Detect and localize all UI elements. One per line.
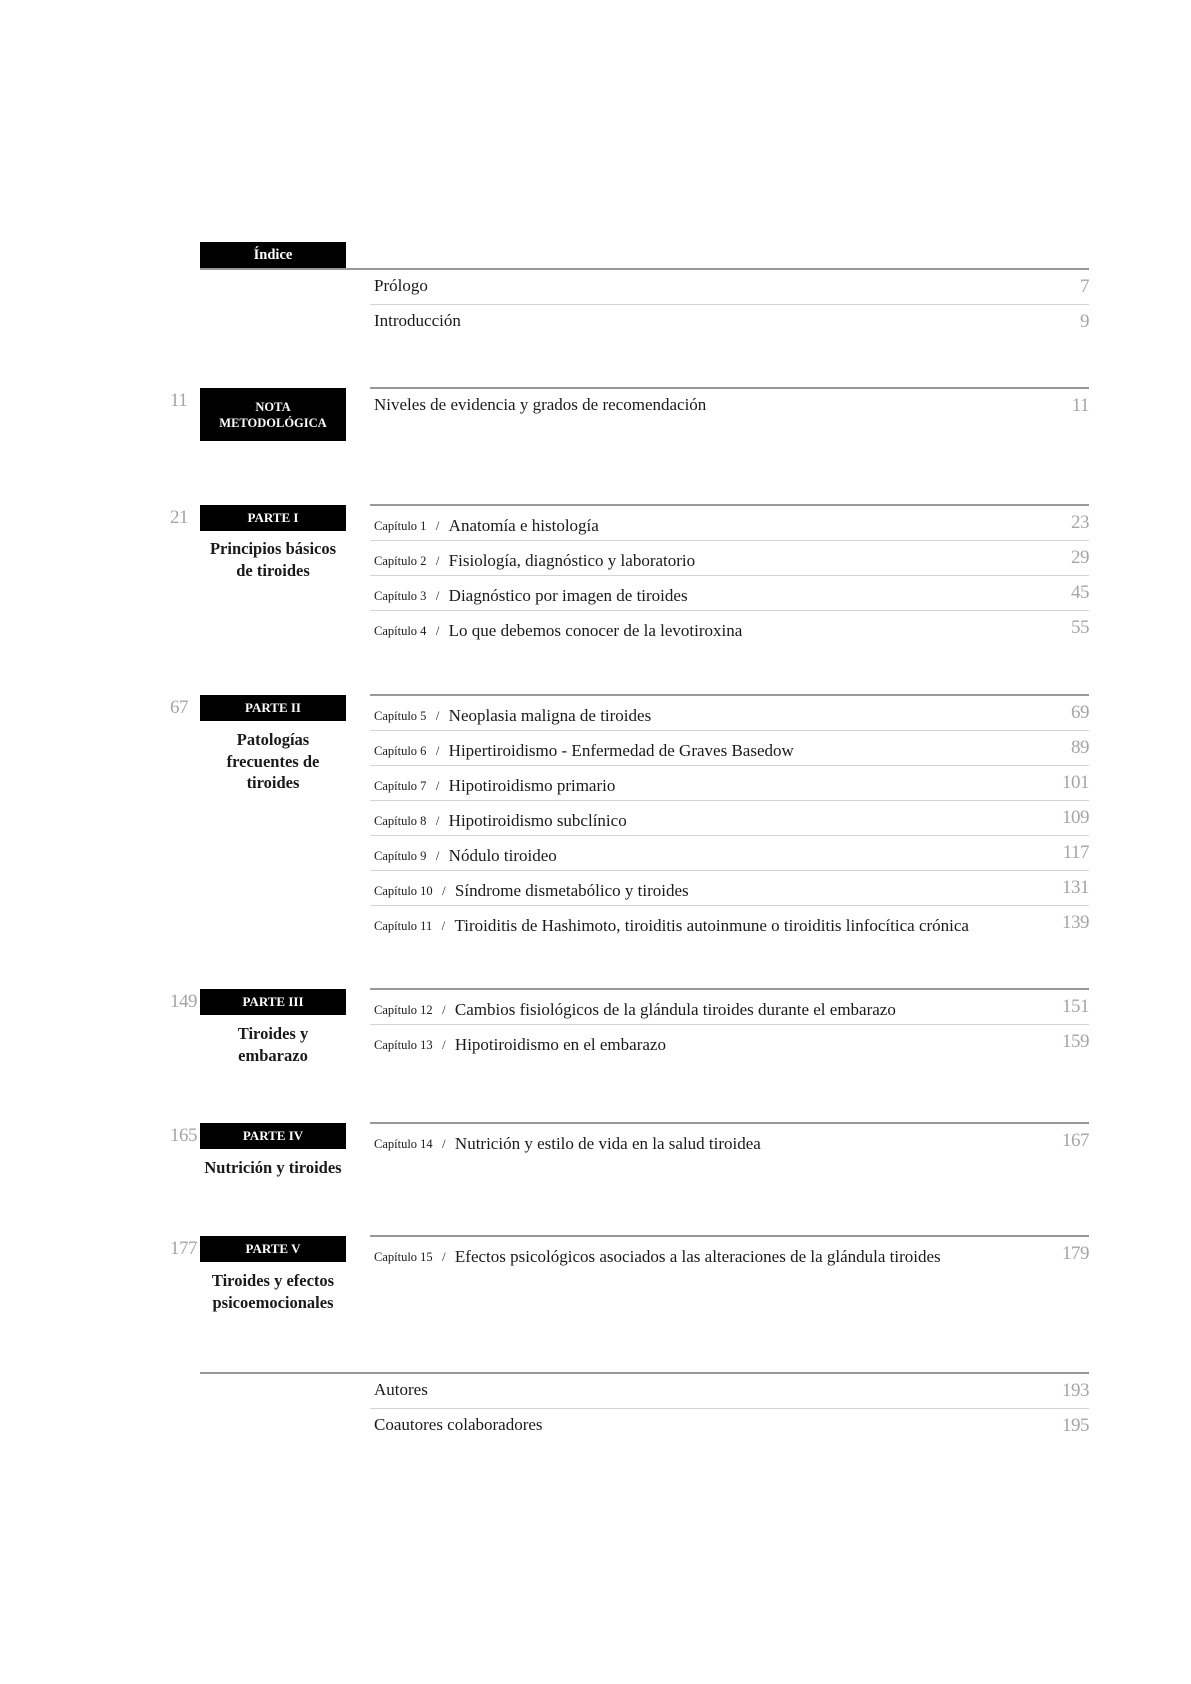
chapter-row[interactable] (370, 505, 1089, 541)
chapter-title: Nutrición y estilo de vida en la salud tiroidea (454, 1134, 761, 1153)
chapter-title: Síndrome dismetabólico y tiroides (454, 881, 689, 900)
toc-entry-coautores[interactable] (370, 1408, 1089, 1443)
chapter-page: 139 (1062, 912, 1089, 933)
entry-title: Niveles de evidencia y grados de recomendación (374, 395, 707, 414)
chapter-row[interactable] (370, 1123, 1089, 1158)
chapter-title: Nódulo tiroideo (448, 846, 557, 865)
part-5-subtitle: Tiroides y efectos psicoemocionales (211, 1271, 335, 1312)
chapter-page: 167 (1062, 1130, 1089, 1151)
chapter-row[interactable] (370, 730, 1089, 766)
chapter-title: Neoplasia maligna de tiroides (448, 706, 652, 725)
chapter-page: 109 (1062, 807, 1089, 828)
chapter-page: 131 (1062, 877, 1089, 898)
chapter-page: 55 (1071, 617, 1089, 638)
chapter-row[interactable] (370, 870, 1089, 906)
chapter-page: 23 (1071, 512, 1089, 533)
part-start-page: 21 (170, 507, 188, 528)
chapter-number: Capítulo 2 / Fisiología, diagnóstico y laboratorio (374, 551, 696, 570)
chapter-title: Cambios fisiológicos de la glándula tiroides durante el embarazo (454, 1000, 896, 1019)
entry-page: 193 (1062, 1380, 1089, 1401)
chapter-title: Fisiología, diagnóstico y laboratorio (448, 551, 696, 570)
entry-title: Prólogo (374, 276, 428, 295)
chapter-number: Capítulo 5 / Neoplasia maligna de tiroides (374, 706, 652, 725)
part-5-label: PARTE V (200, 1236, 346, 1262)
chapter-row[interactable] (370, 1236, 1089, 1271)
chapter-number: Capítulo 4 / Lo que debemos conocer de la levotiroxina (374, 621, 743, 640)
chapter-row[interactable] (370, 610, 1089, 645)
chapter-row[interactable] (370, 575, 1089, 611)
entry-page: 7 (1080, 276, 1089, 297)
chapter-number: Capítulo 8 / Hipotiroidismo subclínico (374, 811, 627, 830)
chapter-number: Capítulo 12 / Cambios fisiológicos de la glándula tiroides durante el embarazo (374, 1000, 896, 1019)
chapter-row[interactable] (370, 835, 1089, 871)
part-4-label: PARTE IV (200, 1123, 346, 1149)
toc-entry-prologo[interactable] (370, 269, 1089, 305)
part-4-subtitle: Nutrición y tiroides (204, 1158, 342, 1177)
chapter-row[interactable] (370, 695, 1089, 731)
part-1-label: PARTE I (200, 505, 346, 531)
entry-title: Introducción (374, 311, 461, 330)
entry-page: 9 (1080, 311, 1089, 332)
nota-label: NOTA METODOLÓGICA (200, 388, 346, 441)
chapter-title: Hipertiroidismo - Enfermedad de Graves Basedow (448, 741, 794, 760)
chapter-title: Hipotiroidismo primario (448, 776, 616, 795)
part-3-subtitle: Tiroides y embarazo (237, 1024, 309, 1065)
part-3-label: PARTE III (200, 989, 346, 1015)
chapter-title: Hipotiroidismo en el embarazo (454, 1035, 666, 1054)
chapter-title: Tiroiditis de Hashimoto, tiroiditis autoinmune o tiroiditis linfocítica crónica (454, 916, 969, 935)
part-start-page: 67 (170, 697, 188, 718)
chapter-number: Capítulo 10 / Síndrome dismetabólico y tiroides (374, 881, 689, 900)
chapter-number: Capítulo 7 / Hipotiroidismo primario (374, 776, 616, 795)
chapter-row[interactable] (370, 540, 1089, 576)
chapter-number: Capítulo 1 / Anatomía e histología (374, 516, 599, 535)
chapter-row[interactable] (370, 989, 1089, 1025)
chapter-page: 179 (1062, 1243, 1089, 1264)
chapter-title: Anatomía e histología (448, 516, 599, 535)
toc-entry-introduccion[interactable] (370, 304, 1089, 339)
chapter-page: 69 (1071, 702, 1089, 723)
part-2-subtitle: Patologías frecuentes de tiroides (226, 730, 320, 792)
chapter-row[interactable] (370, 765, 1089, 801)
entry-title: Coautores colaboradores (374, 1415, 543, 1434)
entry-page: 195 (1062, 1415, 1089, 1436)
toc-entry-autores[interactable] (370, 1373, 1089, 1409)
chapter-title: Efectos psicológicos asociados a las alteraciones de la glándula tiroides (454, 1247, 941, 1266)
section-start-page: 11 (170, 390, 188, 411)
chapter-number: Capítulo 11 / Tiroiditis de Hashimoto, tiroiditis autoinmune o tiroiditis linfocítica crónica (374, 916, 969, 935)
part-start-page: 177 (170, 1238, 197, 1259)
indice-label: Índice (200, 242, 346, 269)
chapter-row[interactable] (370, 1024, 1089, 1059)
part-1-subtitle: Principios básicos de tiroides (209, 539, 337, 580)
chapter-page: 117 (1062, 842, 1089, 863)
toc-entry-niveles[interactable] (370, 388, 1089, 423)
entry-page: 11 (1071, 395, 1089, 416)
chapter-row[interactable] (370, 800, 1089, 836)
chapter-row[interactable] (370, 905, 1089, 940)
chapter-page: 101 (1062, 772, 1089, 793)
chapter-page: 159 (1062, 1031, 1089, 1052)
chapter-title: Lo que debemos conocer de la levotiroxina (448, 621, 743, 640)
part-start-page: 149 (170, 991, 197, 1012)
chapter-page: 151 (1062, 996, 1089, 1017)
chapter-number: Capítulo 14 / Nutrición y estilo de vida en la salud tiroidea (374, 1134, 761, 1153)
chapter-number: Capítulo 3 / Diagnóstico por imagen de tiroides (374, 586, 688, 605)
chapter-number: Capítulo 6 / Hipertiroidismo - Enfermedad de Graves Basedow (374, 741, 794, 760)
chapter-number: Capítulo 15 / Efectos psicológicos asociados a las alteraciones de la glándula tiroides (374, 1247, 941, 1266)
chapter-number: Capítulo 13 / Hipotiroidismo en el embarazo (374, 1035, 666, 1054)
chapter-title: Hipotiroidismo subclínico (448, 811, 627, 830)
chapter-page: 45 (1071, 582, 1089, 603)
part-start-page: 165 (170, 1125, 197, 1146)
part-2-label: PARTE II (200, 695, 346, 721)
chapter-page: 89 (1071, 737, 1089, 758)
chapter-title: Diagnóstico por imagen de tiroides (448, 586, 688, 605)
chapter-number: Capítulo 9 / Nódulo tiroideo (374, 846, 557, 865)
entry-title: Autores (374, 1380, 428, 1399)
chapter-page: 29 (1071, 547, 1089, 568)
